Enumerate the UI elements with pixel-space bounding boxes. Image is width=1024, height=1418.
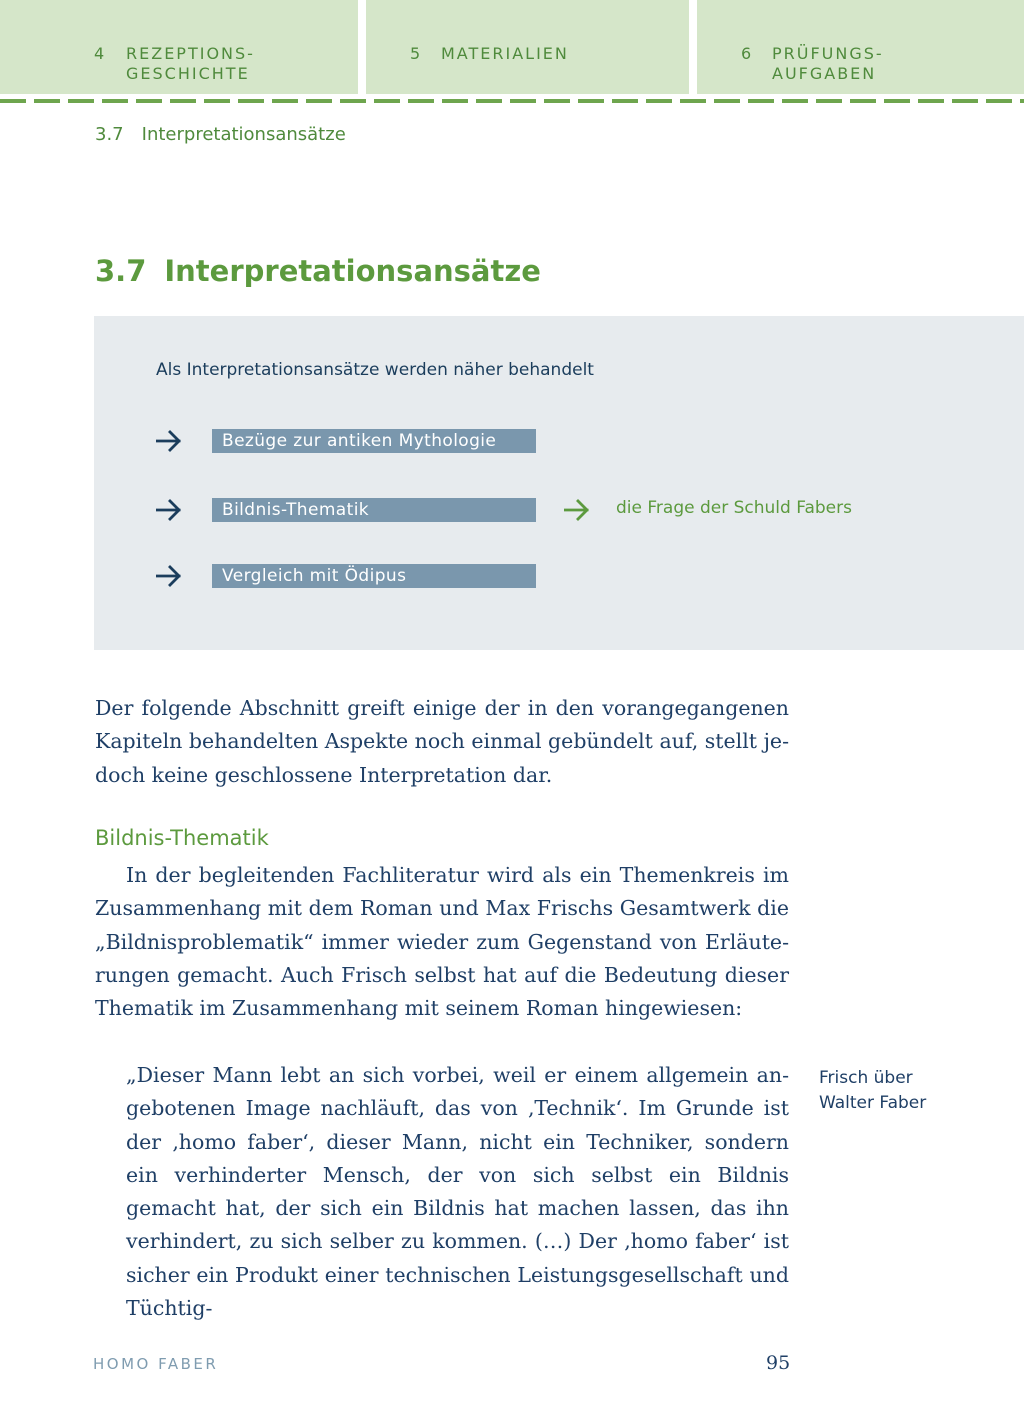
tab-pruefungsaufgaben[interactable] — [697, 0, 1024, 94]
section-title: 3.7 Interpretationsansätze — [95, 254, 541, 288]
running-head: 3.7 Interpretationsansätze — [95, 124, 346, 145]
topic-item: Bildnis-Thematik — [212, 498, 536, 522]
tab-label: REZEPTIONS- GESCHICHTE — [126, 44, 255, 83]
tab-label: MATERIALIEN — [441, 44, 569, 63]
topic-item: Vergleich mit Ödipus — [212, 564, 536, 588]
overview-intro: Als Interpretationsansätze werden näher behandelt — [156, 360, 594, 380]
intro-paragraph: Der folgende Abschnitt greift einige der in den vorangegangenen Kapiteln behandelten Aspekte noch einmal gebündelt auf, stellt jedoch keine geschlossene Interpretation dar. — [95, 696, 789, 787]
topic-item: Bezüge zur antiken Mythologie — [212, 429, 536, 453]
tab-number: 4 — [94, 44, 107, 63]
page-number: 95 — [766, 1352, 791, 1374]
overview-box — [94, 316, 1024, 650]
tab-number: 5 — [410, 44, 423, 63]
tab-number: 6 — [741, 44, 754, 63]
tab-label: PRÜFUNGS- AUFGABEN — [772, 44, 884, 83]
arrow-right-icon — [156, 565, 182, 587]
tab-materialien[interactable] — [366, 0, 689, 94]
body-paragraph: In der begleitenden Fachliteratur wird als ein Themenkreis im Zusammenhang mit dem Roman und Max Frischs Gesamtwerk die „Bildnisproblematik“ immer wieder zum Gegenstand von Erläuterungen gemacht. Auch Frisch selbst hat auf die Bedeutung dieser Thematik im Zusammenhang mit seinem Roman hingewiesen: — [95, 863, 789, 1021]
tab-rezeptionsgeschichte[interactable] — [0, 0, 358, 94]
arrow-right-icon — [156, 499, 182, 521]
footer-book-title: HOMO FABER — [93, 1355, 219, 1373]
related-topic: die Frage der Schuld Fabers — [616, 498, 852, 518]
block-quote: „Dieser Mann lebt an sich vorbei, weil er einem allgemein angebotenen Image nachläuft, das von ‚Technik‘. Im Grunde ist der ‚homo faber‘, dieser Mann, nicht ein Techniker, sondern ein verhinderter Mensch, der von sich selbst ein Bildnis gemacht hat, der sich ein Bildnis hat machen lassen, das ihn verhindert, zu sich selber zu kommen. (…) Der ‚homo faber‘ ist sicher ein Produkt einer technischen Leistungsgesellschaft und Tüchtig- — [126, 1063, 789, 1321]
arrow-right-icon — [156, 430, 182, 452]
margin-note: Frisch über Walter Faber — [819, 1068, 927, 1113]
arrow-right-icon — [564, 499, 590, 521]
dashed-divider — [0, 99, 1024, 103]
subheading: Bildnis-Thematik — [95, 826, 269, 850]
